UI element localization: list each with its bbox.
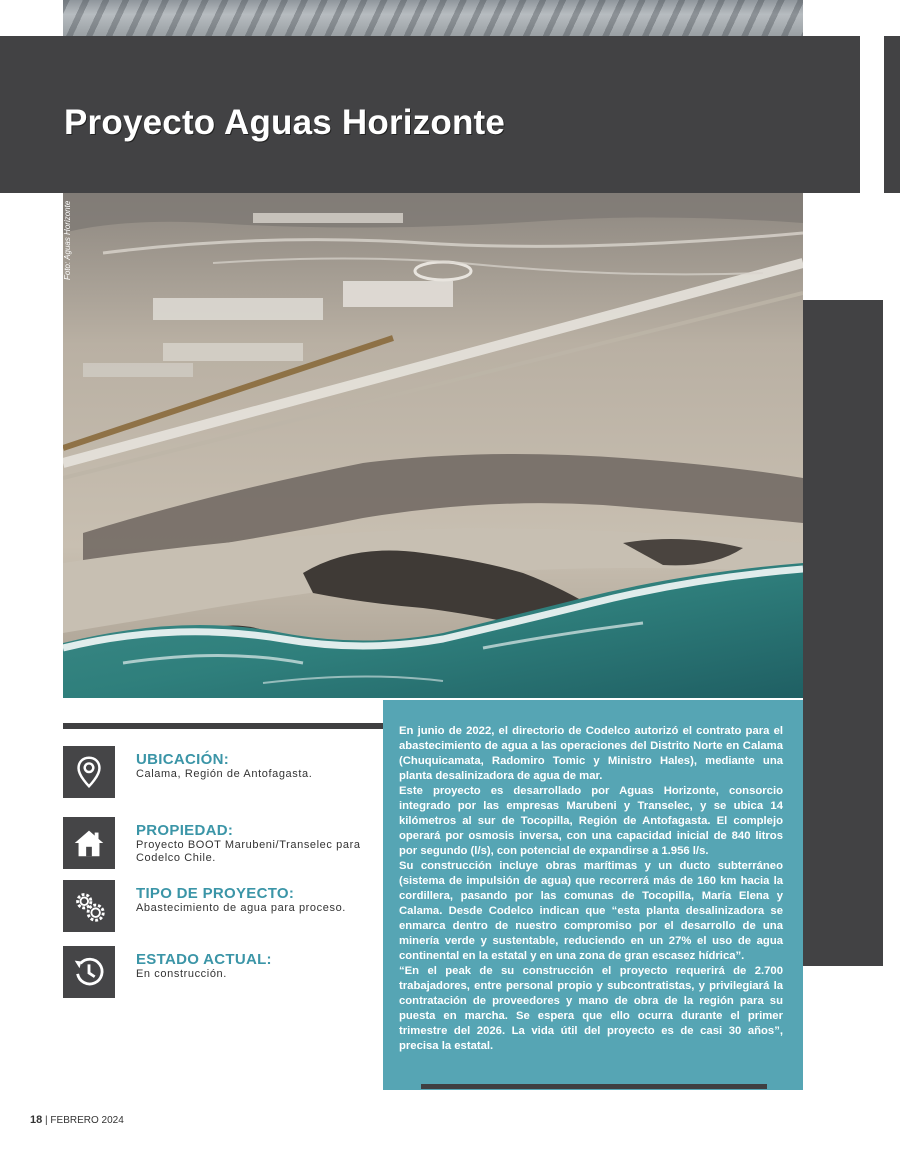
info-label: PROPIEDAD: xyxy=(136,822,234,839)
page-title: Proyecto Aguas Horizonte xyxy=(64,103,506,142)
page-footer xyxy=(30,1114,124,1126)
info-item-ubicacion xyxy=(63,746,383,798)
decorative-side-block xyxy=(803,300,883,966)
article-body xyxy=(399,724,783,1054)
info-divider xyxy=(63,723,383,729)
info-label: TIPO DE PROYECTO: xyxy=(136,885,295,902)
house-icon xyxy=(63,817,115,869)
footer-separator: | xyxy=(45,1115,48,1126)
info-item-propiedad xyxy=(63,817,383,869)
info-label: UBICACIÓN: xyxy=(136,751,229,768)
location-pin-icon xyxy=(63,746,115,798)
clock-history-icon xyxy=(63,946,115,998)
photo-top-strip xyxy=(63,0,803,36)
gears-icon xyxy=(63,880,115,932)
info-label: ESTADO ACTUAL: xyxy=(136,951,272,968)
photo-credit: Foto: Aguas Horizonte xyxy=(63,200,72,280)
article-paragraph: “En el peak de su construcción el proyecto requerirá de 2.700 trabajadores, entre personal propio y subcontratistas, y privilegiará la contratación de proveedores y mano de obra de la región para su puesta en marcha. Se espera que ello ocurra durante el primer trimestre del 2026. La vida útil del proyecto es de casi 30 años”, precisa la estatal. xyxy=(399,965,783,1052)
article-box xyxy=(383,700,803,1090)
info-item-estado xyxy=(63,946,383,998)
header-side-block xyxy=(884,36,900,193)
info-value: En construcción. xyxy=(136,968,227,980)
info-value: Abastecimiento de agua para proceso. xyxy=(136,902,346,914)
aerial-photo xyxy=(63,193,803,698)
issue-date: FEBRERO 2024 xyxy=(50,1115,124,1126)
article-paragraph: Su construcción incluye obras marítimas y un ducto subterráneo (sistema de impulsión de agua) que recorrerá más de 160 km hacia la cordillera, pasando por las comunas de Tocopilla, María Elena y Calama. Desde Codelco indican que “esta planta desalinizadora se enmarca dentro de nuestro compromiso por el desarrollo de una minería verde y sustentable, reduciendo en un 27% el uso de agua continental en la estatal y en una zona de gran escasez hídrica”. xyxy=(399,860,783,962)
info-item-tipo xyxy=(63,880,383,932)
page-number: 18 xyxy=(30,1114,43,1126)
info-value: Proyecto BOOT Marubeni/Transelec para Codelco Chile. xyxy=(136,839,361,864)
article-divider xyxy=(421,1084,767,1089)
article-paragraph: Este proyecto es desarrollado por Aguas Horizonte, consorcio integrado por las empresas Marubeni y Transelec, y se ubica 14 kilómetros al sur de Tocopilla, Región de Antofagasta. El complejo operará por osmosis inversa, con una capacidad inicial de 840 litros por segundo (l/s), con potencial de expandirse a 1.956 l/s. xyxy=(399,785,783,857)
info-value: Calama, Región de Antofagasta. xyxy=(136,768,313,780)
article-paragraph: En junio de 2022, el directorio de Codelco autorizó el contrato para el abastecimiento de agua a las operaciones del Distrito Norte en Calama (Chuquicamata, Radomiro Tomic y Ministro Hales), mediante una planta desalinizadora de agua de mar. xyxy=(399,725,783,782)
